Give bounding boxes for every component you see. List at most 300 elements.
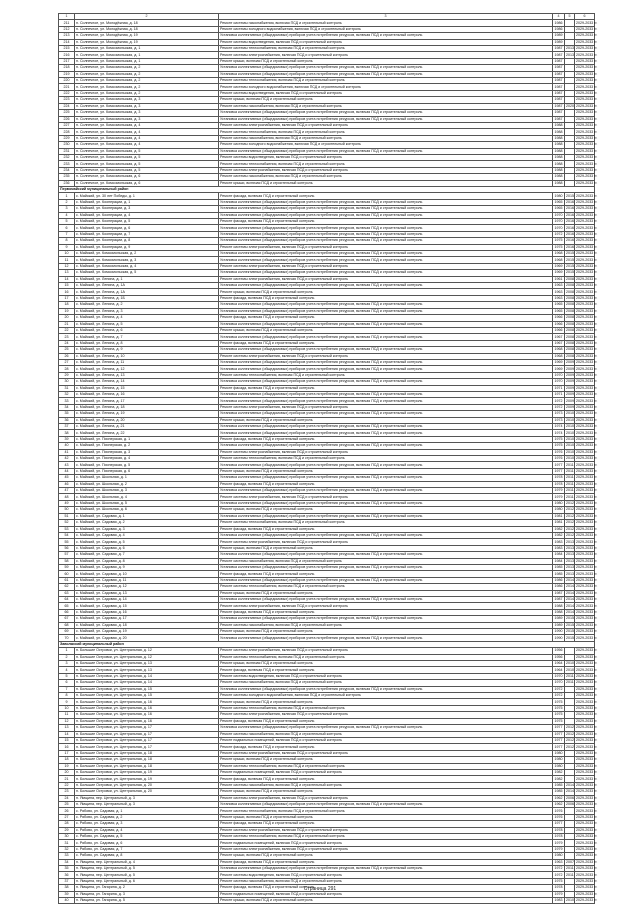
cell-row-number: 33 [59,853,75,859]
cell-row-number: 13 [59,270,75,276]
cell-address: с. Майский, ул. Ленина, д. 4 [75,315,219,321]
cell-build-year: 1979 [554,891,563,896]
cell-work-type: Установка коллективных (общедомовых) приборов учета потребления ресурсов, включая ПСД и строительный контроль [219,686,553,692]
cell-address: п. Солнечное, ул. Комсомольская, д. 1 [75,46,219,52]
cell-build-year: 1985 [554,565,563,570]
cell-build-year: 1963 [554,289,563,294]
cell-row-number: 51 [59,513,75,519]
cell-work-type: Ремонт крыши, включая ПСД и строительный контроль [219,629,553,635]
cell-row-number: 39 [59,891,75,897]
cell-work-type: Ремонт системы электроснабжения, включая ПСД и строительный контроль [219,648,553,654]
cell-repair-year: 2014 [566,789,574,794]
cell-row-number: 53 [59,526,75,532]
cell-row-number: 3 [59,661,75,667]
cell-build-year: 1980 [554,501,563,506]
cell-build-year: 1975 [554,244,563,249]
cell-row-number: 24 [59,795,75,801]
cell-row-number: 29 [59,372,75,378]
cell-row-number: 41 [59,449,75,455]
cell-repair-year: 2016 [566,212,574,217]
cell-build-year: 1969 [554,270,563,275]
cell-row-number: 7 [59,686,75,692]
cell-planned-period: 2029-2033 гг. [576,91,598,96]
cell-address: п. Большие Островки, ул. Центральная, д. 17 [75,737,219,743]
cell-repair-year: 2016 [566,225,574,230]
cell-address: с. Майский, ул. Ленина, д. 6 [75,327,219,333]
cell-address: п. Солнечное, ул. Комсомольская, д. 2 [75,78,219,84]
cell-work-type: Ремонт крыши, включая ПСД и строительный контроль [219,507,553,513]
cell-row-number: 8 [59,238,75,244]
cell-planned-period: 2029-2033 гг. [576,270,598,275]
cell-row-number: 28 [59,821,75,827]
cell-address: с. Рябово, ул. Садовая, д. 2 [75,814,219,820]
cell-planned-period: 2029-2033 гг. [576,520,598,525]
cell-row-number: 30 [59,379,75,385]
cell-build-year: 1988 [554,174,563,179]
cell-work-type: Ремонт фасада, включая ПСД и строительный контроль [219,295,553,301]
cell-row-number: 12 [59,263,75,269]
column-number-1: 1 [59,14,75,20]
cell-build-year: 1977 [554,731,563,736]
cell-planned-period: 2029-2033 гг. [576,744,598,749]
cell-row-number: 1 [59,648,75,654]
cell-work-type: Ремонт фасада, включая ПСД и строительный контроль [219,718,553,724]
cell-build-year: 1988 [554,161,563,166]
cell-work-type: Ремонт фасада, включая ПСД и строительный контроль [219,219,553,225]
cell-work-type: Ремонт системы теплоснабжения, включая ПСД и строительный контроль [219,834,553,840]
cell-planned-period: 2029-2033 гг. [576,616,598,621]
cell-address: п. Большие Островки, ул. Центральная, д. 15 [75,693,219,699]
cell-planned-period: 2029-2033 гг. [576,411,598,416]
cell-planned-period: 2029-2033 гг. [576,257,598,262]
cell-build-year: 1967 [554,340,563,345]
cell-planned-period: 2029-2033 гг. [576,539,598,544]
cell-work-type: Ремонт системы электроснабжения, включая ПСД и строительный контроль [219,750,553,756]
cell-planned-period: 2029-2033 гг. [576,622,598,627]
cell-work-type: Ремонт крыши, включая ПСД и строительный контроль [219,97,553,103]
cell-work-type: Установка коллективных (общедомовых) приборов учета потребления ресурсов, включая ПСД и строительный контроль [219,513,553,519]
cell-planned-period: 2029-2033 гг. [576,827,598,832]
cell-row-number: 43 [59,462,75,468]
cell-planned-period: 2029-2033 гг. [576,834,598,839]
cell-row-number: 2 [59,654,75,660]
cell-build-year: 1970 [554,674,563,679]
cell-work-type: Установка коллективных (общедомовых) приборов учета потребления ресурсов, включая ПСД и строительный контроль [219,866,553,872]
cell-planned-period: 2029-2033 гг. [576,731,598,736]
cell-planned-period: 2029-2033 гг. [576,328,598,333]
cell-planned-period: 2029-2033 гг. [576,802,598,807]
cell-planned-period: 2029-2033 гг. [576,360,598,365]
cell-build-year: 1963 [554,859,563,864]
cell-row-number: 22 [59,782,75,788]
cell-address: п. Солнечное, ул. Комсомольская, д. 4 [75,122,219,128]
cell-repair-year: 2012 [566,725,574,730]
cell-row-number: 37 [59,878,75,884]
cell-planned-period: 2029-2033 гг. [576,686,598,691]
cell-repair-year: 2014 [566,782,574,787]
cell-row-number: 45 [59,475,75,481]
cell-build-year: 1964 [554,661,563,666]
cell-build-year: 1986 [554,577,563,582]
cell-build-year: 1970 [554,379,563,384]
cell-build-year: 1973 [554,417,563,422]
cell-work-type: Ремонт системы теплоснабжения, включая ПСД и строительный контроль [219,705,553,711]
cell-address: с. Майский, ул. Садовая, д. 19 [75,629,219,635]
cell-address: п. Солнечное, ул. Комсомольская, д. 5 [75,148,219,154]
cell-repair-year: 2010 [566,430,574,435]
cell-build-year: 1978 [554,481,563,486]
cell-build-year: 1963 [554,296,563,301]
cell-address: с. Майский, ул. Садовая, д. 10 [75,571,219,577]
cell-address: с. Майский, ул. Ленина, д. 17 [75,398,219,404]
cell-row-number: 57 [59,552,75,558]
cell-build-year: 1965 [554,199,563,204]
cell-address: п. Большие Островки, ул. Центральная, д. 16 [75,712,219,718]
cell-address: с. Майский, ул. Садовая, д. 6 [75,545,219,551]
cell-work-type: Ремонт системы газоснабжения, включая ПСД и строительный контроль [219,878,553,884]
cell-repair-year: 2009 [566,404,574,409]
cell-repair-year: 2011 [566,494,574,499]
cell-address: с. Майский, ул. Комсомольская, д. 4 [75,263,219,269]
cell-build-year: 1974 [554,430,563,435]
cell-address: п. Солнечное, ул. Комсомольская, д. 4 [75,129,219,135]
cell-work-type: Установка коллективных (общедомовых) приборов учета потребления ресурсов, включая ПСД и строительный контроль [219,257,553,263]
cell-repair-year: 2013 [566,565,574,570]
cell-build-year: 1979 [554,494,563,499]
district-title: Заволжский муниципальный район [59,641,595,647]
cell-planned-period: 2029-2033 гг. [576,898,598,903]
cell-work-type: Ремонт системы теплоснабжения, включая ПСД и строительный контроль [219,763,553,769]
cell-build-year: 1980 [554,193,563,198]
cell-work-type: Ремонт системы теплоснабжения, включая ПСД и строительный контроль [219,520,553,526]
cell-row-number: 236 [59,180,75,186]
cell-build-year: 1987 [554,65,563,70]
cell-repair-year: 2015 [566,635,574,640]
cell-repair-year: 2014 [566,609,574,614]
cell-row-number: 11 [59,257,75,263]
cell-planned-period: 2029-2033 гг. [576,558,598,563]
cell-work-type: Ремонт системы теплоснабжения, включая ПСД и строительный контроль [219,584,553,590]
cell-address: с. Майский, ул. Ленина, д. 1А [75,283,219,289]
register-table-body [59,14,598,904]
cell-repair-year: 2015 [566,193,574,198]
cell-address: п. Солнечное, ул. Комсомольская, д. 2 [75,71,219,77]
cell-work-type: Ремонт системы электроснабжения, включая ПСД и строительный контроль [219,276,553,282]
cell-row-number: 64 [59,596,75,602]
cell-address: с. Майский, ул. Садовая, д. 5 [75,539,219,545]
cell-work-type: Установка коллективных (общедомовых) приборов учета потребления ресурсов, включая ПСД и строительный контроль [219,334,553,340]
cell-work-type: Ремонт системы теплоснабжения, включая ПСД и строительный контроль [219,78,553,84]
cell-address: п. Большие Островки, ул. Центральная, д. 12 [75,648,219,654]
cell-planned-period: 2029-2033 гг. [576,552,598,557]
cell-address: с. Майский, ул. Пионерская, д. 5 [75,462,219,468]
cell-repair-year: 2015 [566,622,574,627]
cell-planned-period: 2029-2033 гг. [576,469,598,474]
cell-address: с. Майский, ул. Садовая, д. 15 [75,603,219,609]
cell-planned-period: 2029-2033 гг. [576,808,598,813]
cell-planned-period: 2029-2033 гг. [576,315,598,320]
cell-planned-period: 2029-2033 гг. [576,603,598,608]
cell-row-number: 5 [59,673,75,679]
cell-build-year: 1987 [554,91,563,96]
cell-address: с. Майский, ул. Школьная, д. 2 [75,481,219,487]
cell-address: с. Майский, ул. Ленина, д. 18 [75,404,219,410]
cell-repair-year: 2011 [566,488,574,493]
cell-build-year: 1971 [554,385,563,390]
cell-address: с. Майский, ул. Кооперации, д. 3 [75,206,219,212]
cell-planned-period: 2029-2033 гг. [576,97,598,102]
cell-address: с. Майский, ул. Ленина, д. 20 [75,417,219,423]
cell-planned-period: 2029-2033 гг. [576,475,598,480]
cell-planned-period: 2029-2033 гг. [576,52,598,57]
cell-row-number: 4 [59,212,75,218]
cell-work-type: Ремонт фасада, включая ПСД и строительный контроль [219,885,553,891]
cell-planned-period: 2029-2033 гг. [576,392,598,397]
cell-address: п. Солнечное, ул. Комсомольская, д. 2 [75,65,219,71]
cell-row-number: 50 [59,507,75,513]
cell-address: п. Большие Островки, ул. Центральная, д. 18 [75,750,219,756]
column-number-2: 2 [75,14,219,20]
cell-planned-period: 2029-2033 гг. [576,635,598,640]
cell-row-number: 23 [59,789,75,795]
cell-build-year: 1970 [554,372,563,377]
cell-planned-period: 2029-2033 гг. [576,782,598,787]
cell-work-type: Установка коллективных (общедомовых) приборов учета потребления ресурсов, включая ПСД и строительный контроль [219,475,553,481]
cell-planned-period: 2029-2033 гг. [576,430,598,435]
cell-address: п. Большие Островки, ул. Центральная, д. 20 [75,789,219,795]
cell-row-number: 55 [59,539,75,545]
cell-row-number: 14 [59,731,75,737]
cell-address: п. Большие Островки, ул. Центральная, д. 18 [75,757,219,763]
cell-planned-period: 2029-2033 гг. [576,347,598,352]
cell-planned-period: 2029-2033 гг. [576,65,598,70]
cell-work-type: Установка коллективных (общедомовых) приборов учета потребления ресурсов, включая ПСД и строительный контроль [219,801,553,807]
cell-address: п. Солнечное, ул. Комсомольская, д. 5 [75,161,219,167]
cell-repair-year: 2010 [566,449,574,454]
cell-build-year: 1980 [554,750,563,755]
cell-planned-period: 2029-2033 гг. [576,859,598,864]
cell-repair-year: 2011 [566,866,574,871]
cell-build-year: 1987 [554,78,563,83]
cell-planned-period: 2029-2033 гг. [576,577,598,582]
cell-build-year: 1956 [554,648,563,653]
cell-address: с. Майский, ул. Кооперации, д. 4 [75,212,219,218]
cell-address: с. Рябово, ул. Садовая, д. 4 [75,827,219,833]
cell-row-number: 217 [59,58,75,64]
cell-planned-period: 2029-2033 гг. [576,199,598,204]
cell-work-type: Ремонт системы электроснабжения, включая ПСД и строительный контроль [219,263,553,269]
cell-planned-period: 2029-2033 гг. [576,872,598,877]
cell-build-year: 1975 [554,443,563,448]
cell-repair-year: 2015 [566,616,574,621]
cell-build-year: 1962 [554,795,563,800]
cell-repair-year: 2016 [566,219,574,224]
cell-address: с. Майский, ул. Ленина, д. 12 [75,366,219,372]
cell-build-year: 1987 [554,59,563,64]
column-number-5: 5 [565,14,575,20]
cell-build-year: 1969 [554,360,563,365]
cell-build-year: 1969 [554,264,563,269]
cell-row-number: 232 [59,154,75,160]
cell-build-year: 1979 [554,847,563,852]
cell-address: с. Майский, ул. Школьная, д. 3 [75,488,219,494]
cell-row-number: 10 [59,705,75,711]
cell-planned-period: 2029-2033 гг. [576,513,598,518]
cell-work-type: Ремонт крыши, включая ПСД и строительный контроль [219,545,553,551]
cell-repair-year: 2015 [566,257,574,262]
cell-repair-year: 2009 [566,366,574,371]
cell-work-type: Ремонт системы электроснабжения, включая ПСД и строительный контроль [219,846,553,852]
cell-address: п. Большие Островки, ул. Центральная, д. 14 [75,673,219,679]
cell-row-number: 49 [59,500,75,506]
cell-address: с. Майский, ул. Комсомольская, д. 2 [75,251,219,257]
cell-planned-period: 2029-2033 гг. [576,699,598,704]
cell-planned-period: 2029-2033 гг. [576,750,598,755]
cell-work-type: Ремонт системы газоснабжения, включая ПСД и строительный контроль [219,135,553,141]
cell-planned-period: 2029-2033 гг. [576,27,598,32]
cell-address: с. Майский, ул. Ленина, д. 16 [75,391,219,397]
cell-planned-period: 2029-2033 гг. [576,84,598,89]
cell-planned-period: 2029-2033 гг. [576,238,598,243]
cell-planned-period: 2029-2033 гг. [576,129,598,134]
cell-repair-year: 2011 [566,680,574,685]
cell-address: с. Майский, ул. Комсомольская, д. 3 [75,257,219,263]
cell-build-year: 1978 [554,885,563,890]
cell-build-year: 1985 [554,789,563,794]
cell-row-number: 54 [59,532,75,538]
cell-address: с. Рябово, ул. Садовая, д. 1 [75,808,219,814]
cell-build-year: 1973 [554,411,563,416]
cell-address: с. Рябово, ул. Садовая, д. 8 [75,853,219,859]
cell-work-type: Ремонт крыши, включая ПСД и строительный контроль [219,417,553,423]
cell-address: с. Майский, ул. Пионерская, д. 3 [75,449,219,455]
cell-work-type: Установка коллективных (общедомовых) приборов учета потребления ресурсов, включая ПСД и строительный контроль [219,379,553,385]
cell-build-year: 1982 [554,770,563,775]
cell-repair-year: 2008 [566,289,574,294]
cell-build-year: 1968 [554,257,563,262]
cell-work-type: Ремонт фасада, включая ПСД и строительный контроль [219,481,553,487]
cell-build-year: 1980 [554,763,563,768]
cell-row-number: 46 [59,481,75,487]
cell-address: с. Майский, ул. Ленина, д. 14 [75,379,219,385]
cell-work-type: Установка коллективных (общедомовых) приборов учета потребления ресурсов, включая ПСД и строительный контроль [219,302,553,308]
cell-address: с. Майский, ул. Пионерская, д. 2 [75,443,219,449]
cell-address: п. Большие Островки, ул. Центральная, д. 14 [75,680,219,686]
cell-row-number: 222 [59,90,75,96]
cell-repair-year: 2006 [566,795,574,800]
cell-work-type: Установка коллективных (общедомовых) приборов учета потребления ресурсов, включая ПСД и строительный контроль [219,488,553,494]
cell-address: п. Солнечное, ул. Комсомольская, д. 3 [75,110,219,116]
cell-planned-period: 2029-2033 гг. [576,398,598,403]
cell-row-number: 212 [59,26,75,32]
cell-row-number: 32 [59,391,75,397]
cell-planned-period: 2029-2033 гг. [576,584,598,589]
cell-repair-year: 2008 [566,353,574,358]
cell-build-year: 1965 [554,302,563,307]
cell-row-number: 52 [59,520,75,526]
cell-row-number: 18 [59,757,75,763]
cell-row-number: 67 [59,616,75,622]
cell-planned-period: 2029-2033 гг. [576,443,598,448]
cell-build-year: 1982 [554,776,563,781]
cell-address: п. Солнечное, ул. Комсомольская, д. 6 [75,174,219,180]
cell-address: п. Солнечное, ул. Комсомольская, д. 5 [75,167,219,173]
cell-work-type: Установка коллективных (общедомовых) приборов учета потребления ресурсов, включая ПСД и строительный контроль [219,199,553,205]
cell-build-year: 1970 [554,225,563,230]
cell-row-number: 214 [59,39,75,45]
cell-work-type: Ремонт системы электроснабжения, включая ПСД и строительный контроль [219,404,553,410]
cell-address: п. Солнечное, ул. Молодёжная, д. 18 [75,26,219,32]
cell-row-number: 18 [59,302,75,308]
cell-build-year: 1962 [554,802,563,807]
cell-repair-year: 2013 [566,539,574,544]
cell-repair-year: 2010 [566,411,574,416]
cell-work-type: Установка коллективных (общедомовых) приборов учета потребления ресурсов, включая ПСД и строительный контроль [219,347,553,353]
cell-repair-year: 2016 [566,238,574,243]
cell-work-type: Ремонт фасада, включая ПСД и строительный контроль [219,526,553,532]
cell-build-year: 1975 [554,712,563,717]
cell-build-year: 1968 [554,251,563,256]
cell-build-year: 1985 [554,571,563,576]
cell-build-year: 1983 [554,898,563,903]
cell-row-number: 20 [59,769,75,775]
cell-build-year: 1975 [554,699,563,704]
cell-planned-period: 2029-2033 гг. [576,161,598,166]
cell-row-number: 213 [59,33,75,39]
cell-build-year: 1976 [554,814,563,819]
cell-repair-year: 2014 [566,577,574,582]
cell-planned-period: 2029-2033 гг. [576,148,598,153]
cell-repair-year: 2010 [566,437,574,442]
cell-repair-year: 2013 [566,558,574,563]
cell-repair-year: 2011 [566,872,574,877]
cell-repair-year: 2009 [566,360,574,365]
cell-work-type: Установка коллективных (общедомовых) приборов учета потребления ресурсов, включая ПСД и строительный контроль [219,500,553,506]
cell-build-year: 1977 [554,821,563,826]
cell-address: с. Рябово, ул. Садовая, д. 3 [75,821,219,827]
cell-repair-year: 2010 [566,667,574,672]
cell-repair-year: 2012 [566,520,574,525]
cell-planned-period: 2029-2033 гг. [576,674,598,679]
cell-work-type: Установка коллективных (общедомовых) приборов учета потребления ресурсов, включая ПСД и строительный контроль [219,238,553,244]
cell-address: с. Майский, ул. Садовая, д. 17 [75,616,219,622]
cell-row-number: 31 [59,840,75,846]
cell-row-number: 234 [59,167,75,173]
cell-planned-period: 2029-2033 гг. [576,866,598,871]
cell-row-number: 223 [59,97,75,103]
cell-row-number: 12 [59,718,75,724]
cell-planned-period: 2029-2033 гг. [576,571,598,576]
cell-address: с. Майский, ул. Ленина, д. 11 [75,359,219,365]
cell-work-type: Ремонт системы электроснабжения, включая ПСД и строительный контроль [219,353,553,359]
cell-repair-year: 2010 [566,661,574,666]
cell-build-year: 1987 [554,590,563,595]
cell-address: с. Майский, ул. Садовая, д. 7 [75,552,219,558]
cell-repair-year: 2020 [566,103,574,108]
cell-row-number: 235 [59,174,75,180]
cell-address: п. Большие Островки, ул. Центральная, д. 18 [75,763,219,769]
cell-work-type: Установка коллективных (общедомовых) приборов учета потребления ресурсов, включая ПСД и строительный контроль [219,366,553,372]
cell-planned-period: 2029-2033 гг. [576,706,598,711]
cell-repair-year: 2008 [566,276,574,281]
cell-address: с. Майский, ул. Ленина, д. 15 [75,385,219,391]
cell-work-type: Установка коллективных (общедомовых) приборов учета потребления ресурсов, включая ПСД и строительный контроль [219,532,553,538]
cell-planned-period: 2029-2033 гг. [576,891,598,896]
cell-row-number: 9 [59,244,75,250]
cell-build-year: 1980 [554,853,563,858]
cell-repair-year: 2013 [566,545,574,550]
cell-build-year: 1982 [554,533,563,538]
